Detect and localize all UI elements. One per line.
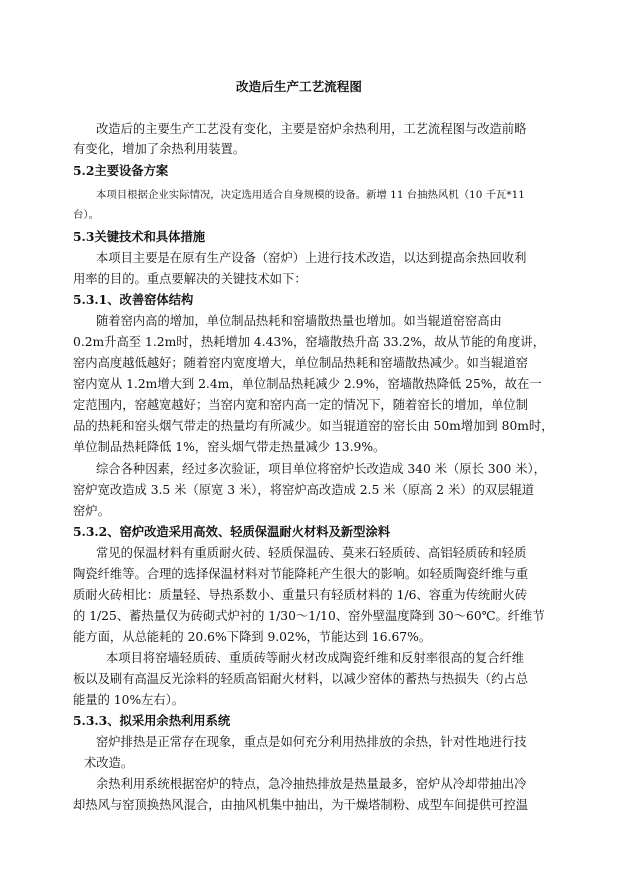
section-5-3-1-line-6: 品的热耗和窑头烟气带走的热量均有所减少。如当辊道窑的窑长由 50m增加到 80m时，	[73, 419, 554, 433]
section-5-2-line-2: 台）。	[73, 209, 99, 221]
section-5-3-line-2: 用率的目的。重点要解决的关键技术如下：	[73, 272, 307, 286]
section-5-3-1-line-2: 0.2m升高至 1.2m时，热耗增加 4.43%，窑墙散热升高 33.2%，故从节能的角度讲，	[73, 335, 546, 349]
section-5-3-2-line-7: 板以及刷有高温反光涂料的轻质高铝耐火材料，以减少窑体的蓄热与热损失（约占总	[73, 672, 528, 686]
section-5-3-heading: 5.3关键技术和具体措施	[73, 229, 206, 244]
section-5-3-2-line-6: 本项目将窑墙轻质砖、重质砖等耐火材改成陶瓷纤维和反射率很高的复合纤维	[106, 651, 525, 665]
section-5-3-1-heading: 5.3.1、改善窑体结构	[73, 292, 194, 307]
section-5-3-1-line-3: 窑内高度越低越好；随着窑内宽度增大，单位制品热耗和窑墙散热减少。如当辊道窑	[73, 356, 528, 370]
section-5-3-1-line-7: 单位制品热耗降低 1%，窑头烟气带走热量减少 13.9%。	[73, 440, 386, 454]
section-5-3-1-line-5: 定范围内，窑越宽越好；当窑内宽和窑内高一定的情况下，随着窑长的增加，单位制	[73, 398, 528, 412]
section-5-3-2-line-8: 能量的 10%左右）。	[73, 693, 185, 707]
section-5-3-3-line-3: 余热利用系统根据窑炉的特点，急冷抽热排放是热量最多，窑炉从冷却带抽出冷	[96, 777, 527, 791]
section-5-3-line-1: 本项目主要是在原有生产设备（窑炉）上进行技术改造，以达到提高余热回收利	[96, 251, 527, 265]
section-5-3-2-line-1: 常见的保温材料有重质耐火砖、轻质保温砖、莫来石轻质砖、高铝轻质砖和轻质	[96, 546, 527, 560]
section-5-3-3-line-2: 术改造。	[84, 756, 134, 770]
section-5-3-2-line-5: 能方面，从总能耗的 20.6%下降到 9.02%，节能达到 16.67%。	[73, 630, 432, 644]
section-5-3-1-line-9: 窑炉宽改造成 3.5 米（原宽 3 米），将窑炉高改造成 2.5 米（原高 2 米）的双层辊道	[73, 483, 535, 497]
section-5-3-1-line-8: 综合各种因素，经过多次验证，项目单位将窑炉长改造成 340 米（原长 300 米），	[96, 462, 546, 476]
section-5-3-2-line-4: 的 1/25、蓄热量仅为砖砌式炉衬的 1/30～1/10、窑外壁温度降到 30～60℃。纤维节	[73, 609, 545, 623]
section-5-3-1-line-4: 窑内宽从 1.2m增大到 2.4m，单位制品热耗减少 2.9%，窑墙散热降低 25%，故在一	[73, 377, 542, 391]
section-5-3-1-line-10: 窑炉。	[73, 504, 110, 518]
section-5-3-2-line-3: 质耐火砖相比：质量轻、导热系数小、重量只有轻质材料的 1/6、容重为传统耐火砖	[73, 588, 528, 602]
section-5-2-heading: 5.2主要设备方案	[73, 163, 169, 178]
section-5-3-3-line-1: 窑炉排热是正常存在现象，重点是如何充分利用热排放的余热，针对性地进行技	[96, 735, 527, 749]
section-5-3-2-line-2: 陶瓷纤维等。合理的选择保温材料对节能降耗产生很大的影响。如轻质陶瓷纤维与重	[73, 567, 528, 581]
document-title: 改造后生产工艺流程图	[236, 79, 362, 94]
section-5-3-3-heading: 5.3.3、拟采用余热利用系统	[73, 713, 231, 728]
intro-line-2: 有变化，增加了余热利用装置。	[73, 142, 246, 156]
section-5-2-line-1: 本项目根据企业实际情况，决定选用适合自身规模的设备。新增 11 台抽热风机（10 千瓦*11	[96, 189, 525, 201]
section-5-3-3-line-4: 却热风与窑顶换热风混合，由抽风机集中抽出，为干燥塔制粉、成型车间提供可控温	[73, 798, 528, 812]
intro-line-1: 改造后的主要生产工艺没有变化，主要是窑炉余热利用，工艺流程图与改造前略	[96, 122, 527, 136]
section-5-3-2-heading: 5.3.2、窑炉改造采用高效、轻质保温耐火材料及新型涂料	[73, 524, 391, 539]
section-5-3-1-line-1: 随着窑内高的增加，单位制品热耗和窑墙散热量也增加。如当辊道窑窑高由	[96, 314, 502, 328]
